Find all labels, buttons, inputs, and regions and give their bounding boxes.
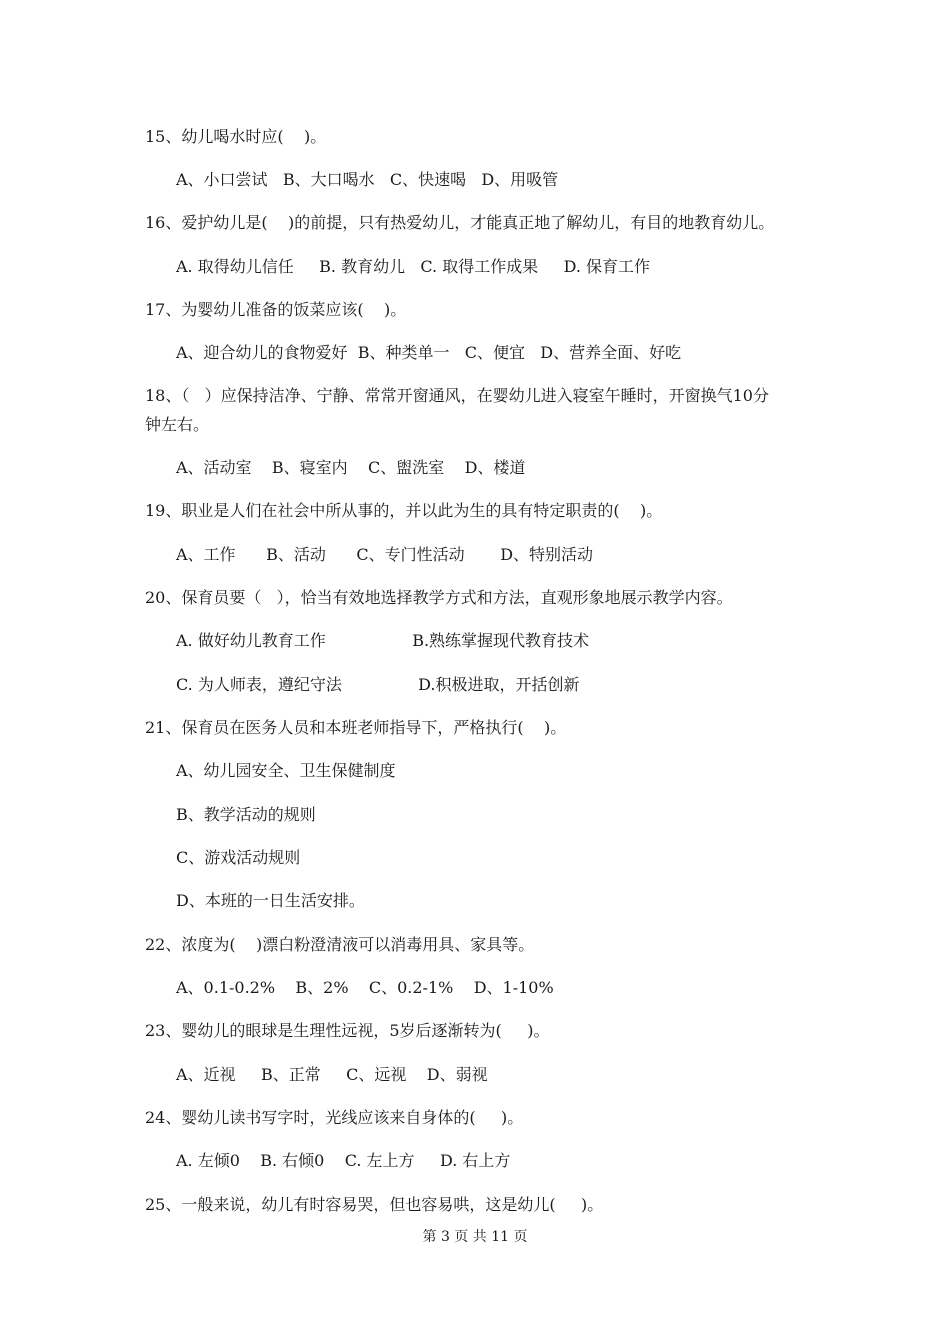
options-15: A、小口尝试 B、大口喝水 C、快速喝 D、用吸管 [176, 170, 559, 189]
option-21-b: B、教学活动的规则 [176, 805, 316, 824]
options-23: A、近视 B、正常 C、远视 D、弱视 [176, 1065, 488, 1084]
options-22: A、0.1-0.2% B、2% C、0.2-1% D、1-10% [176, 978, 554, 997]
option-21-a: A、幼儿园安全、卫生保健制度 [176, 761, 396, 780]
question-22: 22、浓度为( )漂白粉澄清液可以消毒用具、家具等。 [145, 935, 535, 954]
options-20-ab: A. 做好幼儿教育工作 B.熟练掌握现代教育技术 [176, 631, 590, 650]
page-footer: 第 3 页 共 11 页 [422, 1229, 528, 1245]
question-16: 16、爱护幼儿是( )的前提，只有热爱幼儿，才能真正地了解幼儿，有目的地教育幼儿。 [145, 213, 775, 232]
options-17: A、迎合幼儿的食物爱好 B、种类单一 C、便宜 D、营养全面、好吃 [176, 343, 682, 362]
question-15: 15、幼儿喝水时应( )。 [145, 127, 327, 146]
question-23: 23、婴幼儿的眼球是生理性远视，5岁后逐渐转为( )。 [145, 1021, 550, 1040]
options-18: A、活动室 B、寝室内 C、盥洗室 D、楼道 [176, 458, 526, 477]
options-20-cd: C. 为人师表，遵纪守法 D.积极进取，开括创新 [176, 675, 580, 694]
question-17: 17、为婴幼儿准备的饭菜应该( )。 [145, 300, 407, 319]
question-24: 24、婴幼儿读书写字时，光线应该来自身体的( )。 [145, 1108, 524, 1127]
question-18-cont: 钟左右。 [145, 415, 210, 434]
options-16: A. 取得幼儿信任 B. 教育幼儿 C. 取得工作成果 D. 保育工作 [176, 257, 651, 276]
options-24: A. 左倾0 B. 右倾0 C. 左上方 D. 右上方 [176, 1151, 511, 1170]
question-19: 19、职业是人们在社会中所从事的，并以此为生的具有特定职责的( )。 [145, 501, 663, 520]
option-21-d: D、本班的一日生活安排。 [176, 891, 365, 910]
question-18: 18、（ ）应保持洁净、宁静、常常开窗通风，在婴幼儿进入寝室午睡时，开窗换气10分 [145, 386, 769, 405]
option-21-c: C、游戏活动规则 [176, 848, 301, 867]
question-25: 25、一般来说，幼儿有时容易哭，但也容易哄，这是幼儿( )。 [145, 1195, 604, 1214]
question-20: 20、保育员要（ ），恰当有效地选择教学方式和方法，直观形象地展示教学内容。 [145, 588, 733, 607]
options-19: A、工作 B、活动 C、专门性活动 D、特别活动 [176, 545, 594, 564]
question-21: 21、保育员在医务人员和本班老师指导下，严格执行( )。 [145, 718, 567, 737]
